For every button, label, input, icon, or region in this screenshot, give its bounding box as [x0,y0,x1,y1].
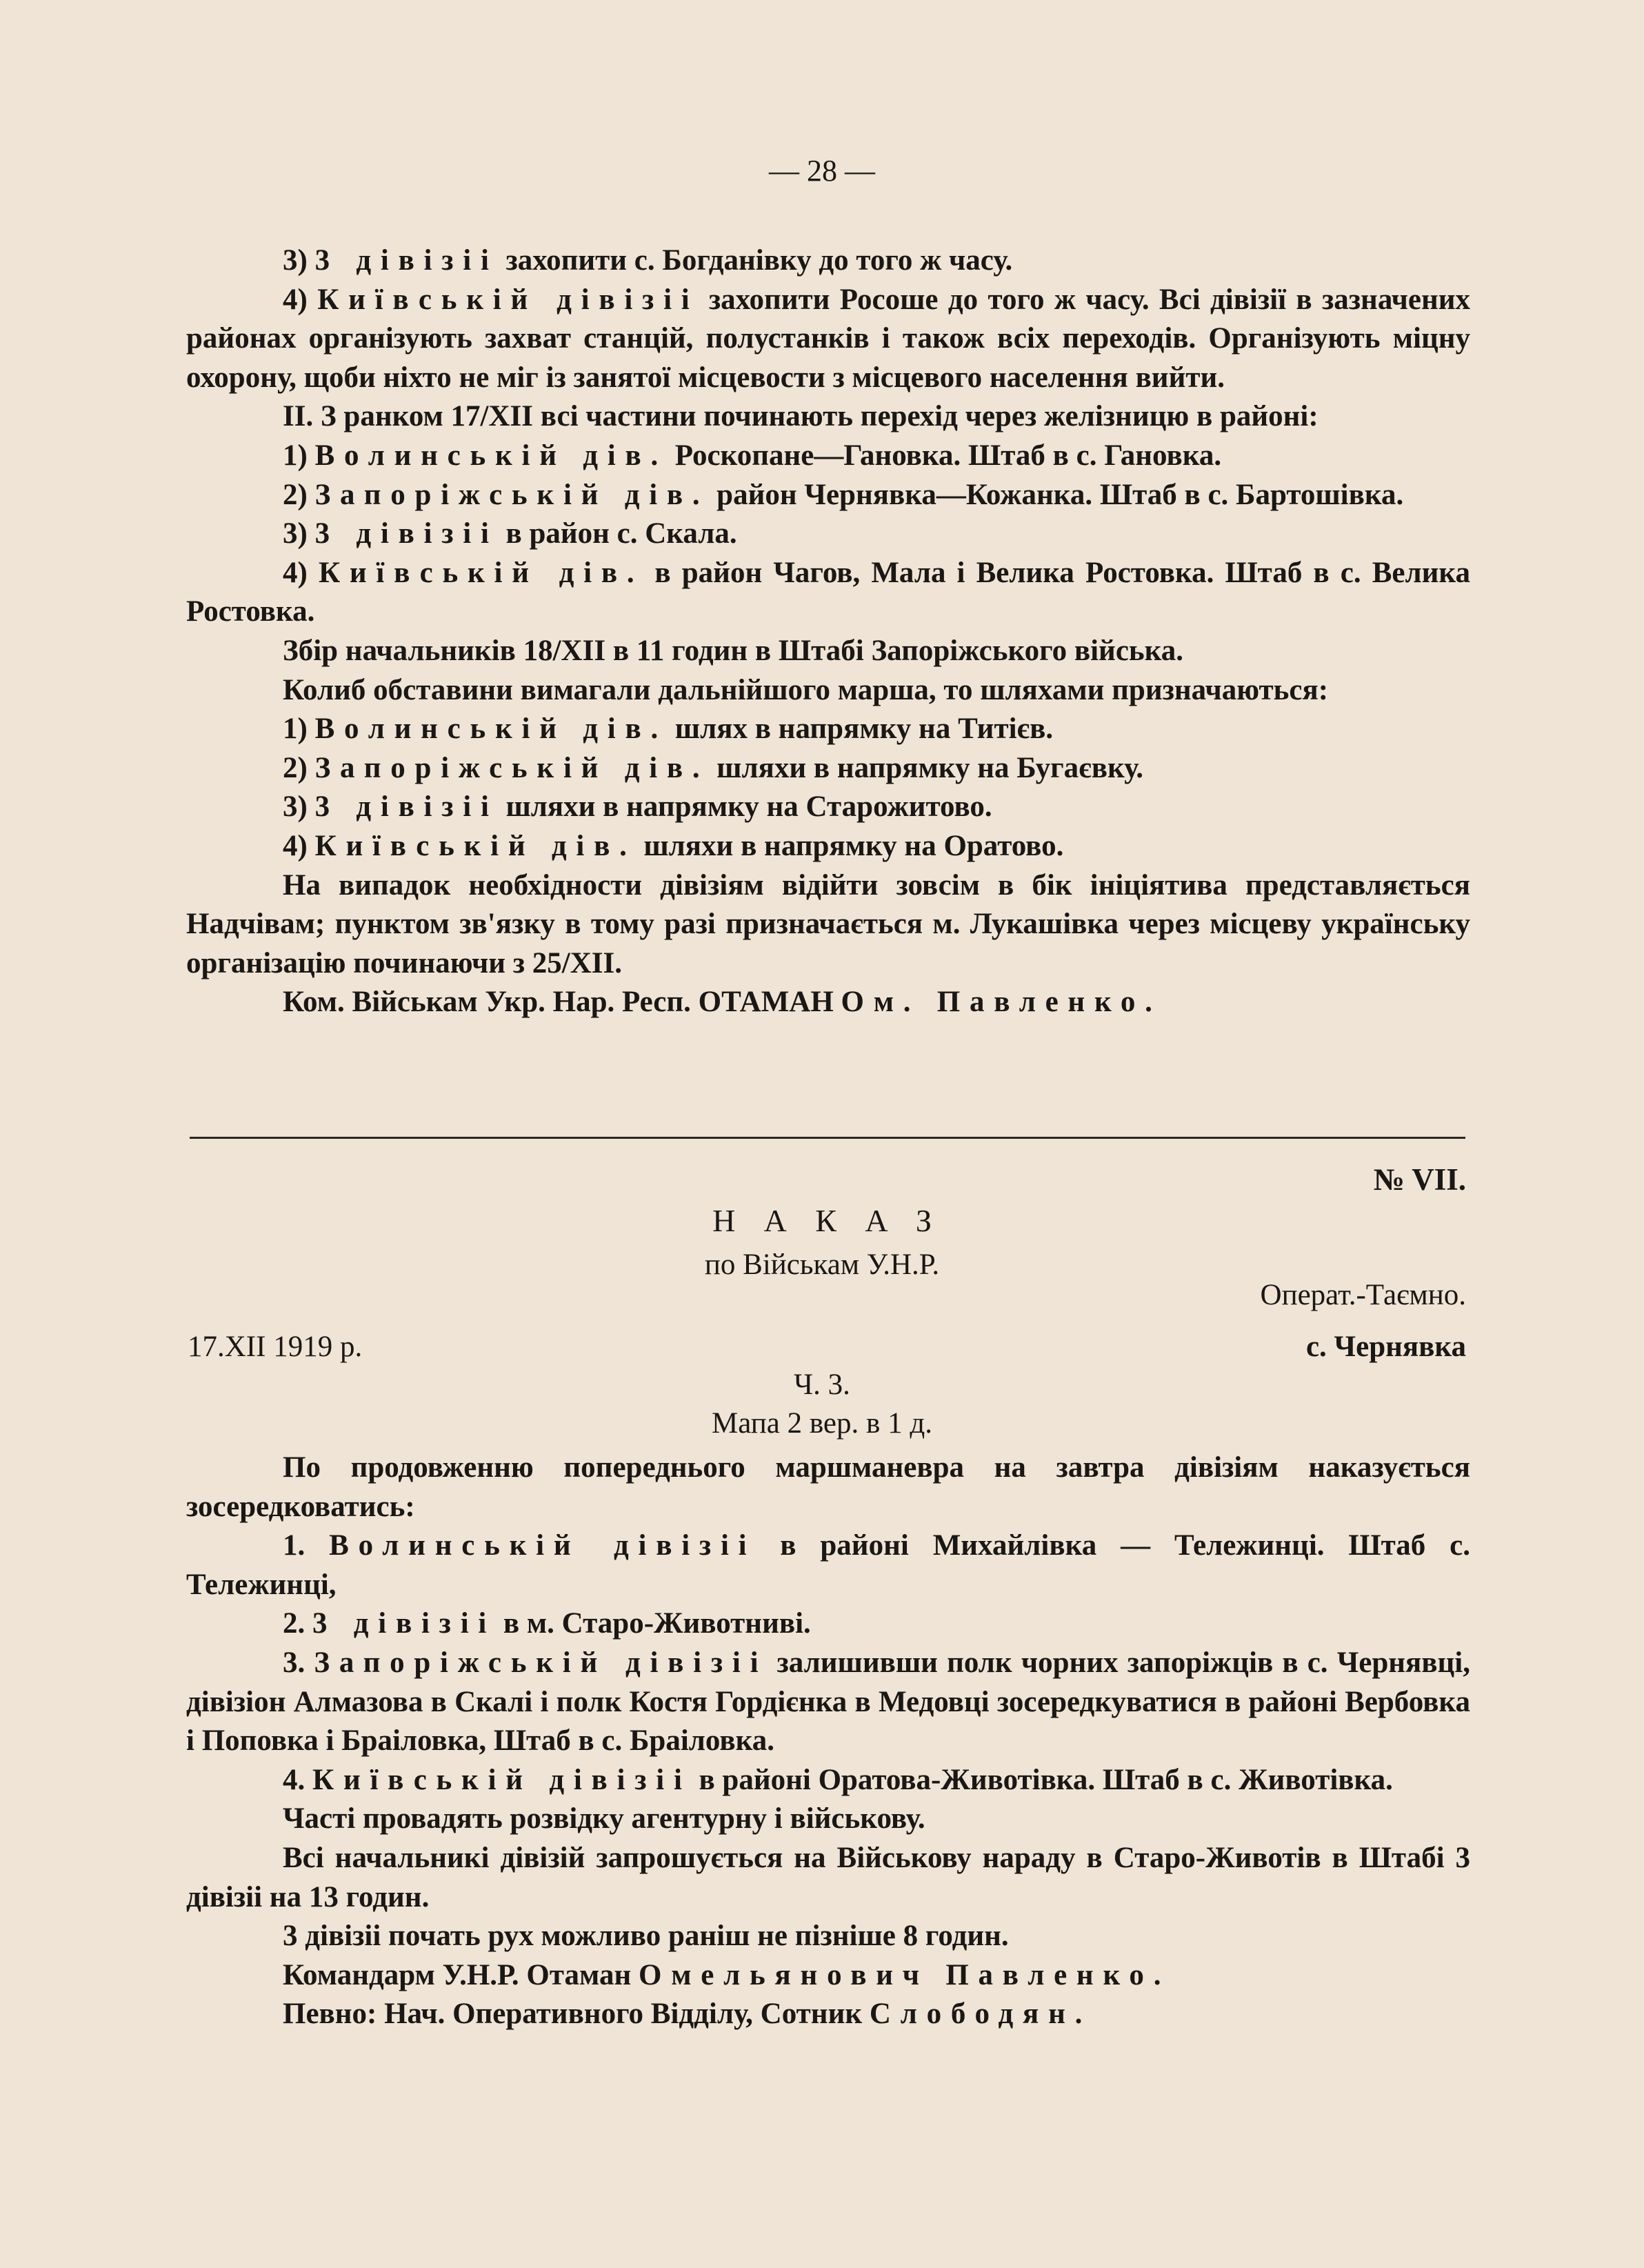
order-part: Ч. 3. [794,1369,850,1401]
paragraph [186,476,1470,515]
classification: Операт.-Таємно. [1260,1279,1466,1311]
paragraph [186,437,1470,476]
paragraph [186,749,1470,788]
spaced-emphasis: Київській дів. [314,829,636,862]
paragraph-text: Колиб обставини вимагали дальнійшого марша, то шляхами призначаються: [283,673,1329,706]
paragraph-text: 2. [283,1607,312,1640]
paragraph-text: 1) [283,439,315,472]
paragraph-text: 3) [283,244,315,277]
paragraph-text: 4) [283,829,315,862]
paragraph-text: Командарм У.Н.Р. Отаман [283,1958,639,1991]
paragraph [186,1839,1470,1917]
order-continuation [186,241,1470,1022]
paragraph [186,1800,1470,1839]
paragraph [186,632,1470,671]
paragraph-text: шляхи в напрямку на Бугаєвку. [709,751,1144,784]
paragraph [186,1526,1470,1604]
paragraph [186,671,1470,710]
paragraph-text: в район с. Скала. [498,517,737,550]
paragraph [186,241,1470,281]
paragraph [186,1644,1470,1761]
paragraph [186,788,1470,827]
paragraph [186,554,1470,632]
paragraph [186,515,1470,554]
spaced-emphasis: Київській дівізіі [312,1763,692,1796]
paragraph-text: шлях в напрямку на Титієв. [668,713,1054,746]
paragraph [186,1995,1470,2034]
order-title: НАКАЗ [712,1203,961,1238]
spaced-emphasis: Київській дівізіі [317,283,699,316]
paragraph-text: II. З ранком 17/XII всі частини починають перехід через желізницю в районі: [283,400,1319,433]
order-number: № VII. [1373,1162,1466,1197]
paragraph [186,281,1470,398]
paragraph-text: 4. [283,1763,312,1796]
spaced-emphasis: Омельянович Павленко. [639,1958,1171,1991]
paragraph [186,1761,1470,1800]
spaced-emphasis: 3 дівізіі [312,1607,497,1640]
paragraph [186,710,1470,749]
paragraph-text: в районі Михайлівка — Тележинці. Штаб с. Тележинці, [186,1529,1471,1601]
paragraph-text: По продовженню попереднього маршманевра на завтра дівізіям наказується зосередковатись: [186,1451,1470,1523]
order-subtitle: по Військам У.Н.Р. [704,1249,940,1281]
paragraph-text: залишивши полк чорних запоріжців в с. Чернявці, дівізіон Алмазова в Скалі і полк Костя Гордієнка в Медовці зосередкуватися в районі Вербовка і Поповка і Браіловка, Штаб в с. Браіловка. [186,1646,1470,1758]
spaced-emphasis: Волинській дів. [314,713,668,746]
paragraph-text: шляхи в напрямку на Старожитово. [498,790,992,824]
section-divider [190,1137,1465,1139]
spaced-emphasis: Волинській дів. [314,439,668,472]
order-place: с. Чернявка [1305,1331,1466,1363]
spaced-emphasis: Запоріжській дів. [314,478,710,511]
order-date: 17.XII 1919 р. [188,1331,363,1363]
paragraph-text: район Чернявка—Кожанка. Штаб в с. Бартошівка. [709,478,1404,511]
paragraph-text: 3 дівізіі почать рух можливо раніш не пізніше 8 годин. [283,1920,1009,1953]
paragraph [186,1449,1470,1526]
paragraph-text: Всі начальникі дівізій запрошується на Військову нараду в Старо-Животів в Штабі 3 дівізіі на 13 годин. [186,1841,1470,1913]
paragraph-text: 1. [283,1529,330,1562]
paragraph-text: Роскопане—Гановка. Штаб в с. Гановка. [668,439,1222,472]
paragraph-text: в м. Старо-Животниві. [496,1607,811,1640]
paragraph-text: 4) [283,283,318,316]
paragraph [186,1604,1470,1644]
paragraph-text: в районі Оратова-Животівка. Штаб в с. Животівка. [691,1763,1393,1796]
spaced-emphasis: Запоріжській дівізіі [314,1646,768,1679]
spaced-emphasis: Волинській дівізіі [329,1529,756,1562]
paragraph-text: 3. [283,1646,314,1679]
paragraph-text: На випадок необхідности дівізіям відійти зовсім в бік ініціятива представляється Надчівам; пунктом зв'язку в тому разі призначається м. Лукашівка через місцеву українську організацію починаючи з 25/XII. [186,868,1470,979]
paragraph-text: в район Чагов, Мала і Велика Ростовка. Штаб в с. Велика Ростовка. [186,556,1470,628]
spaced-emphasis: Київській дів. [318,556,644,589]
paragraph [186,1917,1470,1956]
paragraph-text: шляхи в напрямку на Оратово. [636,829,1064,862]
paragraph [186,397,1470,437]
paragraph [186,866,1470,984]
map-scale: Мапа 2 вер. в 1 д. [712,1407,932,1440]
paragraph-text: 2) [283,478,315,511]
paragraph [186,827,1470,866]
paragraph-text: Збір начальників 18/XII в 11 годин в Штабі Запоріжського війська. [283,634,1184,667]
spaced-emphasis: Запоріжській дів. [314,751,710,784]
spaced-emphasis: Ом. Павленко. [841,986,1162,1019]
paragraph [186,983,1470,1022]
paragraph-text: 3) [283,790,315,824]
paragraph-text: 4) [283,556,319,589]
paragraph-text: 3) [283,517,315,550]
paragraph-text: 2) [283,751,315,784]
paragraph-text: захопити с. Богданівку до того ж часу. [498,244,1013,277]
paragraph-text: Певно: Нач. Оперативного Відділу, Сотник [283,1998,870,2031]
order-body [186,1449,1470,2034]
paragraph [186,1956,1470,1996]
page-number: — 28 — [769,154,875,188]
paragraph-text: Часті провадять розвідку агентурну і військову. [283,1802,925,1836]
spaced-emphasis: 3 дівізіі [314,517,499,550]
spaced-emphasis: 3 дівізіі [314,790,499,824]
paragraph-text: Ком. Військам Укр. Нар. Респ. ОТАМАН [283,986,841,1019]
paragraph-text: 1) [283,713,315,746]
spaced-emphasis: 3 дівізіі [314,244,499,277]
spaced-emphasis: Слободян. [869,1998,1092,2031]
paragraph-text: захопити Росоше до того ж часу. Всі дівізії в зазначених районах організують захват станцій, полустанків і також всіх переходів. Організують міцну охорону, щоби ніхто не міг із занятої місцевости з місцевого населення вийти. [186,283,1470,394]
